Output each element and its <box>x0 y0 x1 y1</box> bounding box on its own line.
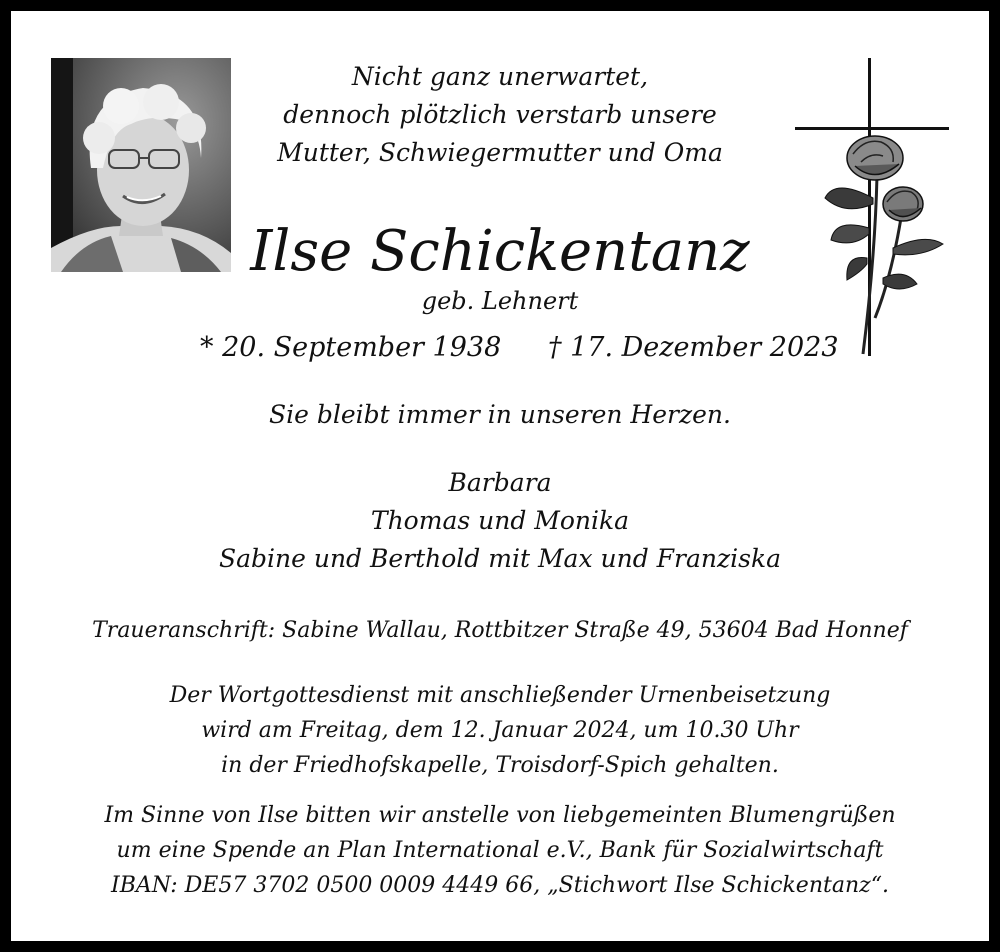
donation-line: IBAN: DE57 3702 0500 0009 4449 66, „Stichwort Ilse Schickentanz“. <box>111 873 889 898</box>
family-list <box>0 464 1000 578</box>
service-line: Der Wortgottesdienst mit anschließender Urnenbeisetzung <box>169 683 831 708</box>
service-line: wird am Freitag, dem 12. Januar 2024, um 10.30 Uhr <box>201 718 799 743</box>
deceased-name: Ilse Schickentanz <box>250 219 750 284</box>
family-member: Thomas und Monika <box>370 506 630 535</box>
family-member: Sabine und Berthold mit Max und Franziska <box>218 544 782 573</box>
birth-date: * 20. September 1938 <box>200 332 502 363</box>
service-info <box>0 678 1000 783</box>
intro-line: Mutter, Schwiegermutter und Oma <box>277 138 723 167</box>
donation-line: Im Sinne von Ilse bitten wir anstelle von liebgemeinten Blumengrüßen <box>104 803 896 828</box>
death-date: † 17. Dezember 2023 <box>548 332 839 363</box>
birth-name: geb. Lehnert <box>421 287 579 315</box>
motto: Sie bleibt immer in unseren Herzen. <box>269 400 731 429</box>
intro-text <box>0 58 1000 172</box>
donation-request <box>0 798 1000 903</box>
family-member: Barbara <box>448 468 552 497</box>
intro-line: dennoch plötzlich verstarb unsere <box>283 100 717 129</box>
intro-line: Nicht ganz unerwartet, <box>351 62 649 91</box>
donation-line: um eine Spende an Plan International e.V., Bank für Sozialwirtschaft <box>116 838 884 863</box>
service-line: in der Friedhofskapelle, Troisdorf-Spich gehalten. <box>221 753 779 778</box>
mourning-address: Traueranschrift: Sabine Wallau, Rottbitzer Straße 49, 53604 Bad Honnef <box>92 618 908 643</box>
